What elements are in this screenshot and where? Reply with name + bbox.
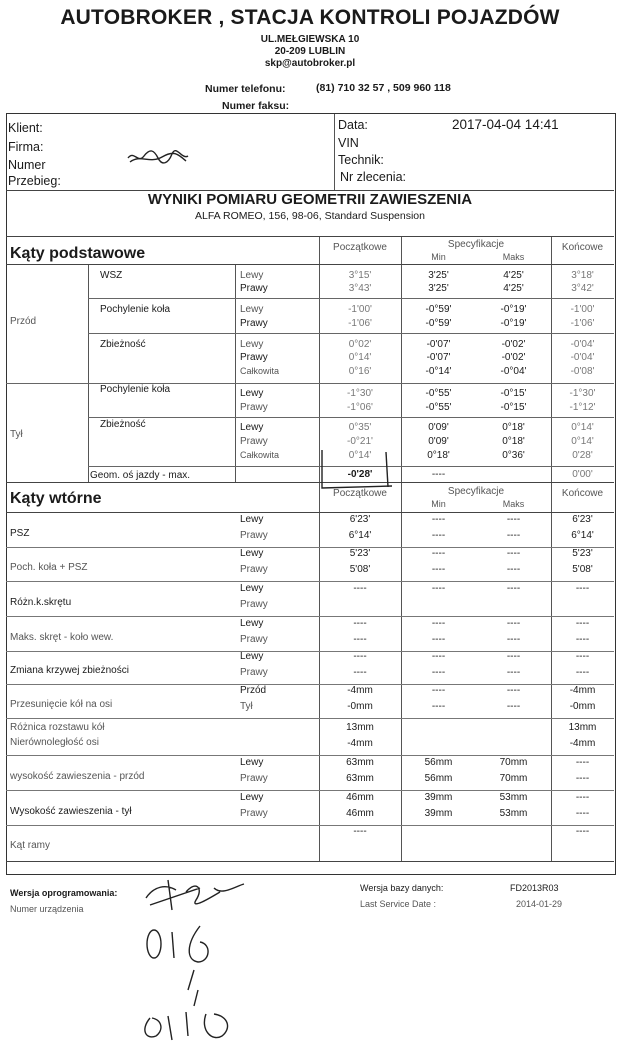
group-label: Zbieżność	[100, 419, 146, 430]
client-label: Klient:	[8, 121, 43, 135]
spec-max-value: ----	[506, 618, 521, 629]
secondary-label: PSZ	[10, 528, 30, 539]
company-title: AUTOBROKER , STACJA KONTROLI POJAZDÓW	[60, 6, 560, 29]
spec-min-value: 56mm	[424, 757, 453, 768]
col-min-2: Min	[431, 499, 446, 509]
hand-strokes	[188, 970, 198, 1006]
col-final: Końcowe	[561, 242, 604, 253]
final-value: 5'23'	[572, 548, 593, 559]
initial-value: ----	[353, 618, 367, 629]
side-label: Prawy	[240, 352, 268, 363]
col-max: Maks	[502, 252, 525, 262]
final-value: 0°14'	[571, 422, 594, 433]
spec-max-value: 0°18'	[502, 422, 525, 433]
initial-value: -0mm	[347, 701, 373, 712]
side-label: Prawy	[240, 564, 268, 575]
date-label: Data:	[338, 118, 368, 132]
col-spec-2: Specyfikacje	[447, 486, 505, 497]
company-street: UL.MEŁGIEWSKA 10	[260, 34, 360, 45]
final-value: ----	[575, 667, 590, 678]
date-value: 2017-04-04 14:41	[452, 117, 559, 132]
spec-min-value: ----	[431, 667, 446, 678]
initial-value: 6'23'	[349, 514, 371, 525]
initial-value: -1'06'	[348, 318, 372, 329]
service-date-label: Last Service Date :	[360, 899, 437, 909]
report-title: WYNIKI POMIARU GEOMETRII ZAWIESZENIA	[147, 191, 473, 208]
side-label: Prawy	[240, 599, 268, 610]
initial-value: ----	[353, 634, 367, 645]
final-value: 3°42'	[571, 283, 594, 294]
secondary-label: Poch. koła + PSZ	[10, 562, 88, 573]
col-final-2: Końcowe	[561, 488, 604, 499]
final-value: ----	[575, 634, 590, 645]
spec-max-value: 0°18'	[502, 436, 525, 447]
secondary-angles-title: Kąty wtórne	[10, 490, 102, 507]
primary-angles-title: Kąty podstawowe	[10, 245, 146, 262]
final-value: -1'00'	[570, 304, 595, 315]
final-value: 0°14'	[571, 436, 594, 447]
initial-value: -0'28'	[347, 469, 373, 480]
spec-max-value: 4'25'	[503, 283, 524, 294]
company-email: skp@autobroker.pl	[264, 58, 356, 69]
side-label: Tył	[240, 701, 253, 712]
side-label: Lewy	[240, 304, 264, 315]
spec-min-value: ----	[431, 514, 446, 525]
spec-min-value: -0°59'	[425, 318, 452, 329]
spec-min-value: 56mm	[424, 773, 453, 784]
group-label: Geom. oś jazdy - max.	[90, 470, 191, 481]
initial-value: 5'23'	[349, 548, 371, 559]
initial-value: 0°35'	[348, 422, 372, 433]
spec-min-value: 0°18'	[427, 450, 450, 461]
initial-value: 46mm	[346, 792, 374, 803]
vin-label: VIN	[338, 136, 359, 150]
final-value: -0mm	[569, 701, 596, 712]
spec-max-value: 70mm	[499, 773, 528, 784]
side-label: Przód	[240, 685, 267, 696]
final-value: 0'28'	[572, 450, 593, 461]
group-label: Zbieżność	[100, 339, 146, 350]
spec-min-value: ----	[431, 701, 446, 712]
final-value: 6°14'	[571, 530, 594, 541]
spec-max-value: ----	[506, 667, 521, 678]
final-value: -1°12'	[569, 402, 596, 413]
hand-bottom-digits	[145, 1012, 228, 1040]
side-label: Lewy	[240, 422, 264, 433]
initial-value: 0°16'	[348, 366, 372, 377]
spec-max-value: ----	[506, 564, 521, 575]
initial-value: ----	[353, 651, 367, 662]
technician-label: Technik:	[338, 153, 384, 167]
vehicle-info: ALFA ROMEO, 156, 98-06, Standard Suspension	[195, 210, 425, 222]
final-value: 0'00'	[572, 469, 593, 480]
side-label: Lewy	[240, 757, 264, 768]
fax-label: Numer faksu:	[222, 100, 290, 112]
final-value: 13mm	[568, 722, 597, 733]
initial-value: 13mm	[346, 722, 374, 733]
final-value: ----	[575, 792, 590, 803]
initial-value: 0°14'	[348, 450, 372, 461]
hand-stroke	[172, 932, 174, 958]
side-label: Lewy	[240, 270, 264, 281]
side-label: Lewy	[240, 583, 264, 594]
col-initial-2: Początkowe	[333, 488, 387, 499]
final-value: -4mm	[569, 738, 596, 749]
spec-max-value: -0°19'	[500, 318, 527, 329]
secondary-label-2: Nierównoległość osi	[10, 737, 99, 748]
side-label: Prawy	[240, 808, 268, 819]
spec-min-value: 39mm	[424, 792, 453, 803]
col-initial: Początkowe	[333, 242, 387, 253]
phone-label: Numer telefonu:	[205, 83, 286, 95]
final-value: ----	[575, 583, 590, 594]
initial-value: -1°06'	[347, 402, 373, 413]
spec-max-value: ----	[506, 634, 521, 645]
hand-six	[189, 926, 208, 962]
side-label: Prawy	[240, 318, 268, 329]
final-value: -0'04'	[570, 352, 595, 363]
final-value: ----	[575, 773, 590, 784]
initial-value: 3°43'	[348, 283, 372, 294]
initial-value: 63mm	[346, 773, 374, 784]
spec-max-value: ----	[506, 583, 521, 594]
spec-min-value: -0'07'	[426, 339, 451, 350]
spec-min-value: -0°55'	[425, 388, 452, 399]
side-label: Całkowita	[240, 366, 280, 376]
spec-max-value: -0'02'	[501, 352, 526, 363]
software-version-label: Wersja oprogramowania:	[10, 888, 118, 898]
spec-min-value: -0°59'	[425, 304, 452, 315]
spec-min-value: ----	[431, 685, 446, 696]
front-axle-label: Przód	[10, 316, 37, 327]
final-value: 5'08'	[572, 564, 593, 575]
secondary-label: Wysokość zawieszenia - tył	[10, 806, 132, 817]
side-label: Lewy	[240, 339, 264, 350]
order-number-label: Nr zlecenia:	[340, 170, 406, 184]
spec-min-value: ----	[431, 583, 446, 594]
final-value: -0'04'	[570, 339, 595, 350]
spec-min-value: ----	[431, 469, 446, 480]
side-label: Prawy	[240, 402, 268, 413]
initial-value: ----	[353, 583, 367, 594]
initial-value: ----	[353, 667, 367, 678]
spec-min-value: ----	[431, 530, 446, 541]
side-label: Prawy	[240, 436, 268, 447]
spec-min-value: -0'07'	[426, 352, 451, 363]
device-number-label: Numer urządzenia	[10, 904, 84, 914]
spec-min-value: ----	[431, 618, 446, 629]
spec-max-value: 0°36'	[502, 450, 525, 461]
spec-max-value: ----	[506, 530, 521, 541]
secondary-label: Maks. skręt - koło wew.	[10, 632, 114, 643]
spec-min-value: -0°55'	[425, 402, 452, 413]
secondary-label: Różnica rozstawu kół	[10, 722, 105, 733]
initial-value: 6°14'	[348, 530, 372, 541]
side-label: Lewy	[240, 792, 264, 803]
side-label: Prawy	[240, 634, 268, 645]
spec-max-value: -0°15'	[500, 402, 527, 413]
side-label: Prawy	[240, 530, 268, 541]
initial-value: 46mm	[346, 808, 374, 819]
db-version-label: Wersja bazy danych:	[360, 883, 444, 893]
final-value: -4mm	[569, 685, 596, 696]
initial-value: 3°15'	[348, 270, 372, 281]
mileage-label: Przebieg:	[8, 174, 61, 188]
side-label: Lewy	[240, 514, 264, 525]
final-value: 6'23'	[572, 514, 593, 525]
final-value: ----	[575, 757, 590, 768]
spec-min-value: 39mm	[424, 808, 453, 819]
spec-min-value: ----	[431, 651, 446, 662]
hand-zero	[147, 930, 161, 958]
final-value: ----	[575, 808, 590, 819]
spec-min-value: ----	[431, 634, 446, 645]
side-label: Prawy	[240, 773, 268, 784]
secondary-label: wysokość zawieszenia - przód	[10, 771, 145, 782]
final-value: 3°18'	[571, 270, 594, 281]
spec-min-value: ----	[431, 548, 446, 559]
company-label: Firma:	[8, 140, 44, 154]
secondary-label: Zmiana krzywej zbieżności	[10, 665, 129, 676]
spec-max-value: 53mm	[499, 792, 528, 803]
spec-min-value: -0°14'	[425, 366, 452, 377]
side-label: Całkowita	[240, 450, 280, 460]
initial-value: 0°14'	[348, 352, 372, 363]
final-value: -1'06'	[570, 318, 595, 329]
initial-value: -4mm	[347, 738, 373, 749]
secondary-label: Różn.k.skrętu	[10, 597, 72, 608]
spec-min-value: 3'25'	[428, 270, 449, 281]
spec-max-value: 53mm	[499, 808, 528, 819]
side-label: Lewy	[240, 618, 264, 629]
spec-max-value: ----	[506, 548, 521, 559]
spec-max-value: -0°04'	[500, 366, 527, 377]
phone-value: (81) 710 32 57 , 509 960 118	[316, 82, 451, 94]
spec-max-value: ----	[506, 685, 521, 696]
spec-min-value: 0'09'	[428, 422, 449, 433]
initial-value: 0°02'	[348, 339, 372, 350]
hand-bracket	[322, 450, 392, 488]
col-min: Min	[431, 252, 446, 262]
final-value: ----	[575, 826, 590, 837]
spec-min-value: 0'09'	[428, 436, 449, 447]
secondary-label: Kąt ramy	[10, 840, 51, 851]
handwritten-signature	[146, 880, 244, 910]
secondary-label: Przesunięcie kół na osi	[10, 699, 113, 710]
side-label: Prawy	[240, 283, 268, 294]
side-label: Lewy	[240, 388, 264, 399]
initial-value: -1°30'	[347, 388, 373, 399]
group-label: WSZ	[100, 270, 123, 281]
db-version-value: FD2013R03	[510, 883, 559, 893]
spec-max-value: 4'25'	[503, 270, 524, 281]
col-spec: Specyfikacje	[447, 239, 505, 250]
col-max-2: Maks	[502, 499, 525, 509]
initial-value: ----	[353, 826, 367, 837]
company-city: 20-209 LUBLIN	[274, 46, 346, 57]
number-label: Numer	[8, 158, 46, 172]
spec-min-value: ----	[431, 564, 446, 575]
initial-value: -0°21'	[347, 436, 373, 447]
side-label: Lewy	[240, 651, 264, 662]
spec-max-value: ----	[506, 651, 521, 662]
final-value: ----	[575, 651, 590, 662]
spec-max-value: -0°19'	[500, 304, 527, 315]
final-value: -1°30'	[569, 388, 596, 399]
spec-max-value: ----	[506, 514, 521, 525]
initial-value: -1'00'	[348, 304, 372, 315]
spec-max-value: ----	[506, 701, 521, 712]
spec-max-value: 70mm	[499, 757, 528, 768]
spec-min-value: 3'25'	[428, 283, 449, 294]
spec-max-value: -0'02'	[501, 339, 526, 350]
final-value: -0'08'	[570, 366, 595, 377]
initial-value: 63mm	[346, 757, 374, 768]
group-label: Pochylenie koła	[100, 384, 171, 395]
side-label: Lewy	[240, 548, 264, 559]
initial-value: -4mm	[347, 685, 373, 696]
spec-max-value: -0°15'	[500, 388, 527, 399]
group-label: Pochylenie koła	[100, 304, 171, 315]
final-value: ----	[575, 618, 590, 629]
side-label: Prawy	[240, 667, 268, 678]
rear-axle-label: Tył	[10, 429, 23, 440]
hand-bracket-right	[386, 452, 388, 487]
service-date-value: 2014-01-29	[516, 899, 563, 909]
initial-value: 5'08'	[349, 564, 371, 575]
